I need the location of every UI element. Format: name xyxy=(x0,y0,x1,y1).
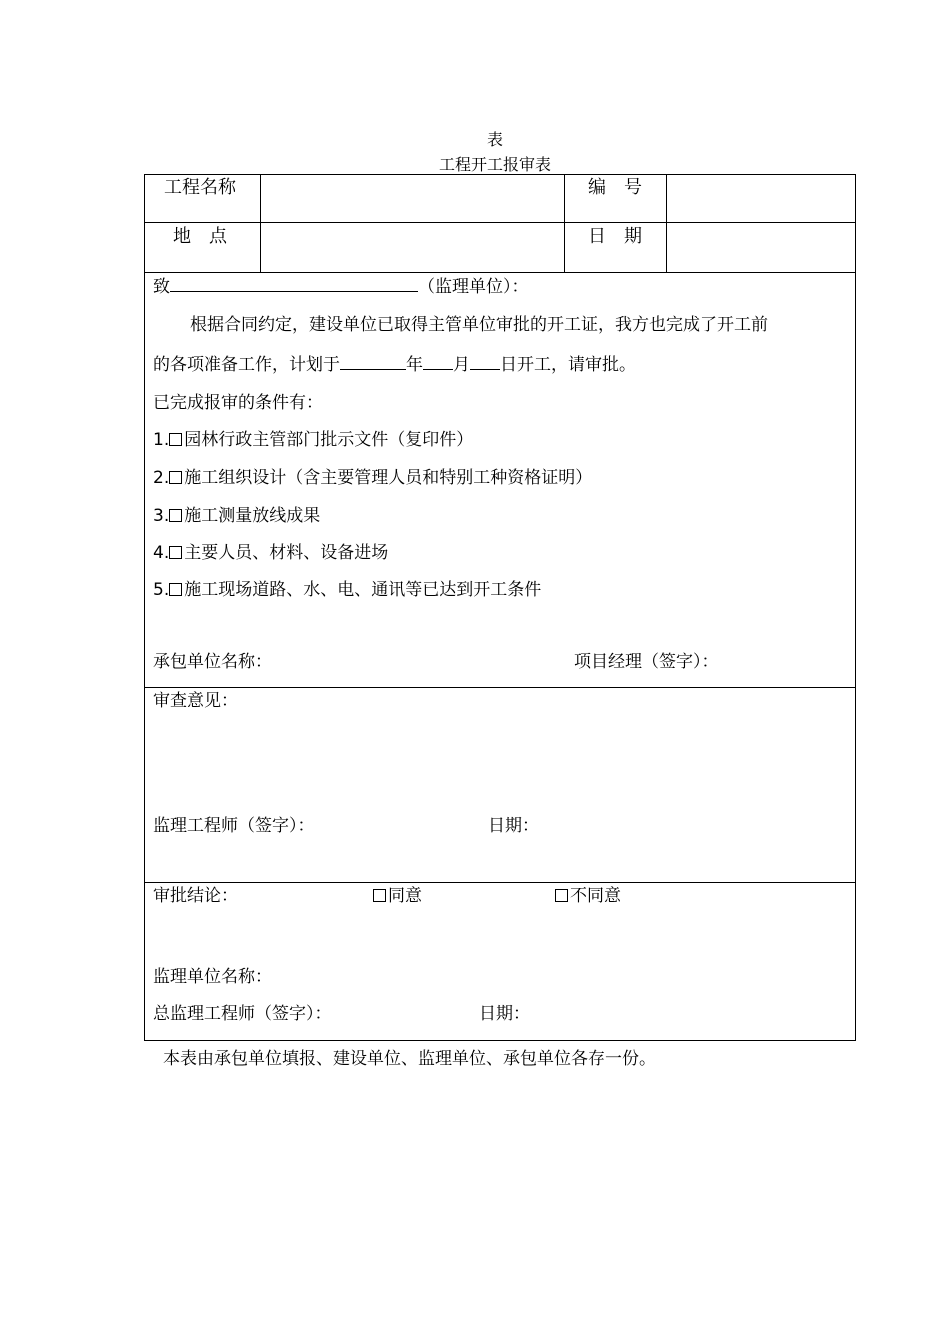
condition-number: 2. xyxy=(153,468,170,488)
engineer-signature-label: 监理工程师（签字）： xyxy=(153,816,315,836)
condition-text: 施工组织设计（含主要管理人员和特别工种资格证明） xyxy=(184,468,593,488)
month-blank[interactable] xyxy=(423,355,453,370)
approval-date-label: 日期： xyxy=(479,1004,530,1024)
condition-item xyxy=(153,506,320,526)
checkbox[interactable] xyxy=(169,471,182,484)
request-paragraph-line2 xyxy=(153,355,636,375)
contractor-name-label: 承包单位名称： xyxy=(153,652,272,672)
grid-line xyxy=(144,687,856,688)
date-label: 日 期 xyxy=(588,226,642,247)
month-label: 月 xyxy=(453,355,470,375)
condition-item xyxy=(153,430,473,450)
condition-number: 4. xyxy=(153,543,170,563)
addressee-line xyxy=(153,277,529,297)
condition-text: 施工现场道路、水、电、通讯等已达到开工条件 xyxy=(184,580,542,600)
approval-conclusion-label: 审批结论： xyxy=(153,886,238,906)
day-blank[interactable] xyxy=(470,355,500,370)
day-suffix: 日开工，请审批。 xyxy=(500,355,636,375)
grid-line xyxy=(144,882,856,883)
project-manager-signature-label: 项目经理（签字）： xyxy=(574,652,719,672)
condition-text: 主要人员、材料、设备进场 xyxy=(184,543,389,563)
form-frame xyxy=(144,174,856,1041)
location-field[interactable] xyxy=(264,227,560,267)
project-name-field[interactable] xyxy=(264,178,560,218)
condition-item xyxy=(153,468,592,488)
form-title: 工程开工报审表 xyxy=(438,155,551,174)
checkbox[interactable] xyxy=(169,546,182,559)
grid-line xyxy=(666,174,667,272)
disagree-option[interactable] xyxy=(555,886,621,906)
condition-number: 3. xyxy=(153,506,170,526)
agree-option[interactable] xyxy=(373,886,422,906)
addressee-suffix: （监理单位）： xyxy=(418,277,529,297)
number-label: 编 号 xyxy=(588,177,642,198)
disagree-label: 不同意 xyxy=(570,886,621,906)
condition-number: 5. xyxy=(153,580,170,600)
date-field[interactable] xyxy=(670,227,852,267)
checkbox[interactable] xyxy=(169,583,182,596)
condition-item xyxy=(153,543,388,563)
supervision-unit-blank[interactable] xyxy=(170,277,418,292)
review-date-label: 日期： xyxy=(488,816,539,836)
pre-title: 表 xyxy=(486,130,503,149)
grid-line xyxy=(260,174,261,272)
location-label: 地 点 xyxy=(173,226,227,247)
grid-line xyxy=(144,222,856,223)
year-label: 年 xyxy=(406,355,423,375)
number-field[interactable] xyxy=(670,178,852,218)
project-name-label: 工程名称 xyxy=(164,177,236,198)
chief-engineer-signature-label: 总监理工程师（签字）： xyxy=(153,1004,332,1024)
conditions-heading: 已完成报审的条件有： xyxy=(153,393,323,413)
condition-number: 1. xyxy=(153,430,170,450)
condition-text: 施工测量放线成果 xyxy=(184,506,321,526)
footer-note: 本表由承包单位填报、建设单位、监理单位、承包单位各存一份。 xyxy=(163,1049,656,1069)
grid-line xyxy=(564,174,565,272)
checkbox[interactable] xyxy=(373,889,386,902)
review-opinion-label: 审查意见： xyxy=(153,691,238,711)
checkbox[interactable] xyxy=(555,889,568,902)
grid-line xyxy=(144,272,856,273)
checkbox[interactable] xyxy=(169,433,182,446)
addressee-prefix: 致 xyxy=(153,277,170,297)
checkbox[interactable] xyxy=(169,509,182,522)
agree-label: 同意 xyxy=(388,886,422,906)
request-paragraph-line1: 根据合同约定，建设单位已取得主管单位审批的开工证，我方也完成了开工前 xyxy=(190,315,768,335)
request-text: 的各项准备工作，计划于 xyxy=(153,355,340,375)
condition-item xyxy=(153,580,541,600)
year-blank[interactable] xyxy=(340,355,406,370)
supervision-unit-name-label: 监理单位名称： xyxy=(153,967,272,987)
condition-text: 园林行政主管部门批示文件（复印件） xyxy=(184,430,474,450)
